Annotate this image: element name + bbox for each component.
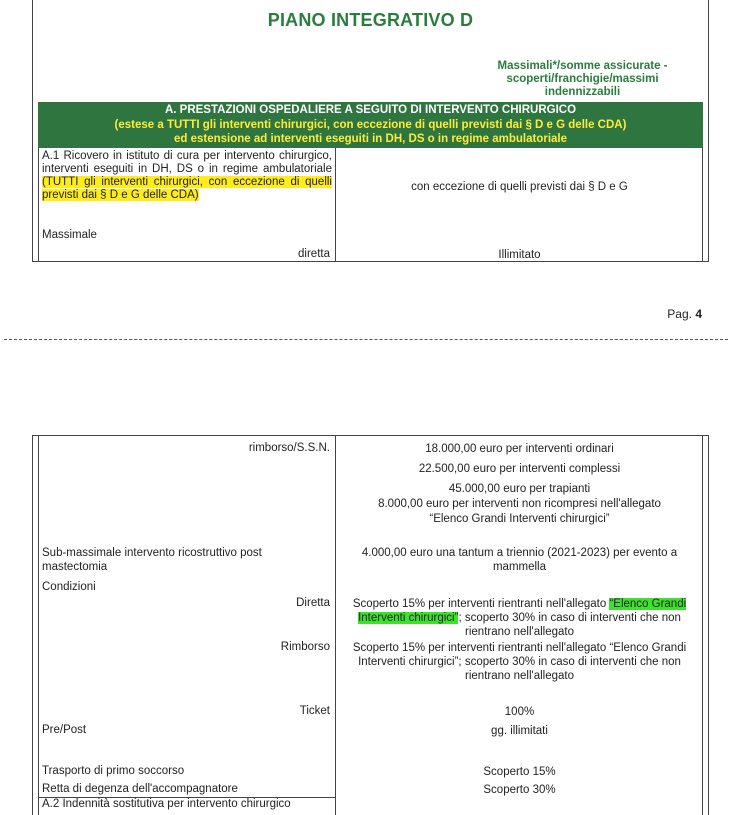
page-number — [667, 307, 702, 321]
retta-label: Retta di degenza dell'accompagnatore — [42, 783, 238, 795]
massimale-label: Massimale — [42, 229, 97, 241]
ticket-label: Ticket — [299, 705, 330, 717]
massimali-column-header: Massimali*/somme assicurate - scoperti/franchigie/massimi indennizzabili — [497, 60, 668, 98]
column-divider — [335, 148, 336, 261]
page-number-value: 4 — [695, 307, 702, 321]
a2-label: A.2 Indennità sostitutiva per intervento chirurgico — [38, 797, 336, 811]
section-a-header — [38, 102, 703, 148]
diretta-value: Illimitato — [498, 249, 541, 261]
a1-right-text: con eccezione di quelli previsti dai § D e G — [411, 181, 628, 193]
section-a-title: A. PRESTAZIONI OSPEDALIERE A SEGUITO DI INTERVENTO CHIRURGICO — [164, 104, 577, 116]
condizioni-diretta-value — [336, 597, 703, 639]
condizioni-rimborso-label: Rimborso — [280, 641, 330, 653]
submassimale-label: Sub-massimale intervento ricostruttivo post mastectomia — [42, 547, 262, 573]
prepost-label: Pre/Post — [42, 724, 87, 736]
section-a-scope: (estese a TUTTI gli interventi chirurgici, con eccezione di quelli previsti dai § D e G delle CDA) — [114, 118, 627, 131]
plan-title: PIANO INTEGRATIVO D — [267, 10, 474, 30]
section-a-extension: ed estensione ad interventi eseguiti in DH, DS o in regime ambulatoriale — [173, 133, 567, 145]
a1-text: A.1 Ricovero in istituto di cura per intervento chirurgico, interventi eseguiti in DH, DS o in regime ambulatoriale — [42, 150, 332, 175]
a1-highlighted-text: (TUTTI gli interventi chirurgici, con eccezione di quelli previsti dai § D e G delle CDA) — [42, 176, 332, 201]
a1-description — [42, 150, 332, 202]
rimborso-value-elenco: “Elenco Grandi Interventi chirurgici” — [429, 513, 610, 525]
rimborso-value-non-ricompresi: 8.000,00 euro per interventi non ricompresi nell'allegato — [378, 498, 661, 510]
diretta-text-before: Scoperto 15% per interventi rientranti nell'allegato — [352, 598, 610, 610]
diretta-label: diretta — [298, 248, 330, 260]
diretta-text-after: ; scoperto 30% in caso di interventi che non rientrano nell'allegato — [458, 612, 681, 638]
trasporto-label: Trasporto di primo soccorso — [42, 765, 185, 777]
rimborso-ssn-label: rimborso/S.S.N. — [248, 442, 330, 454]
diretta-highlighted-elenco: “Elenco Grandi Interventi chirurgici” — [358, 598, 687, 624]
trasporto-value: Scoperto 15% — [483, 766, 556, 778]
page-label: Pag. — [667, 307, 692, 321]
prepost-value: gg. illimitati — [491, 725, 548, 737]
rimborso-value-trapianti: 45.000,00 euro per trapianti — [448, 483, 591, 495]
submassimale-value: 4.000,00 euro una tantum a triennio (2021-2023) per evento a mammella — [361, 547, 678, 573]
retta-value: Scoperto 30% — [483, 784, 556, 796]
rimborso-value-complessi: 22.500,00 euro per interventi complessi — [418, 463, 621, 475]
condizioni-rimborso-value: Scoperto 15% per interventi rientranti nell'allegato “Elenco Grandi Interventi chirurgici”; scoperto 30% in caso di interventi che non rientrano nell'allegato — [352, 642, 687, 682]
page-break-separator — [4, 339, 728, 340]
ticket-value: 100% — [504, 706, 535, 718]
rimborso-value-ordinari: 18.000,00 euro per interventi ordinari — [425, 443, 614, 455]
condizioni-diretta-label: Diretta — [296, 597, 330, 609]
condizioni-label: Condizioni — [42, 581, 96, 593]
